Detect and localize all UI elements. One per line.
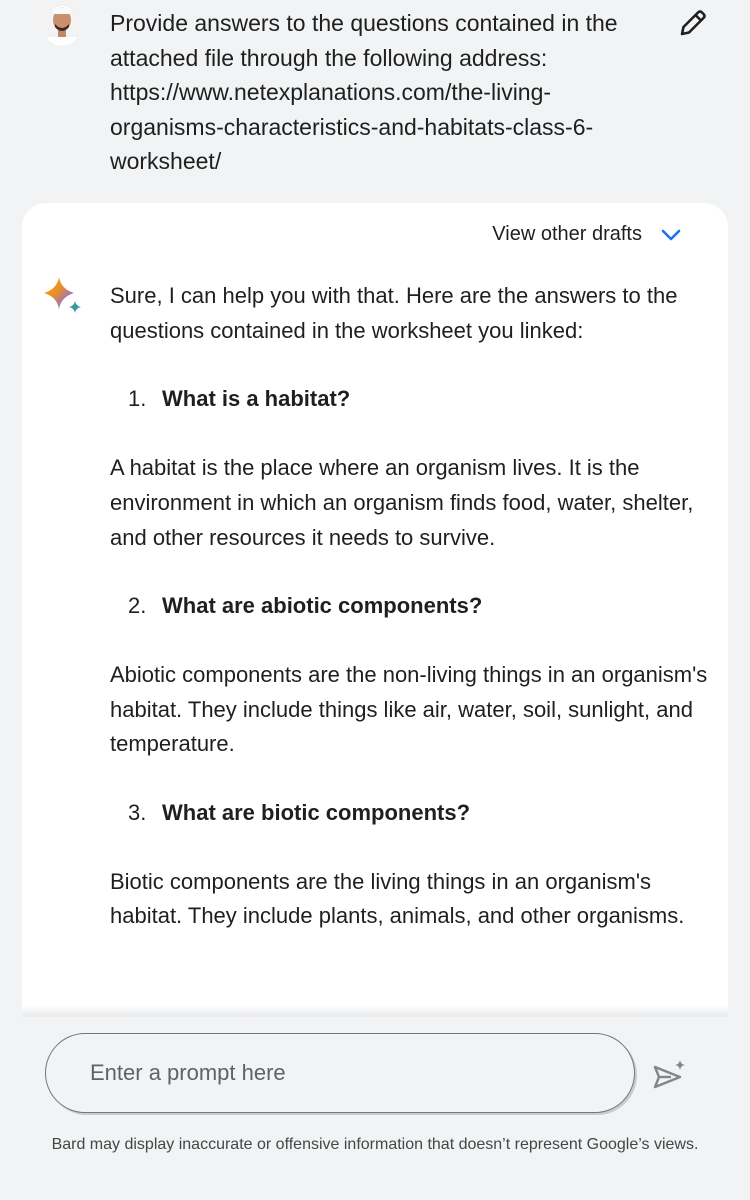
- question-text: What are abiotic components?: [162, 593, 483, 619]
- user-message-row: [0, 0, 750, 200]
- response-body: [110, 279, 710, 934]
- question-number: 2.: [128, 593, 147, 619]
- question-number: 3.: [128, 800, 147, 826]
- answer-text: Biotic components are the living things in an organism's habitat. They include plants, animals, and other organisms.: [110, 868, 685, 929]
- response-card: [22, 203, 728, 1015]
- question-item: [128, 796, 710, 831]
- question-number: 1.: [128, 386, 147, 412]
- question-item: [128, 382, 710, 417]
- view-other-drafts-button[interactable]: [492, 223, 682, 246]
- disclaimer-text: Bard may display inaccurate or offensive information that doesn’t represent Google’s views.: [51, 1136, 699, 1153]
- response-intro: Sure, I can help you with that. Here are the answers to the questions contained in the worksheet you linked:: [110, 283, 678, 343]
- pencil-icon[interactable]: [676, 6, 710, 40]
- question-text: What are biotic components?: [162, 800, 471, 826]
- chevron-down-icon: [660, 228, 682, 242]
- prompt-box[interactable]: [45, 1033, 635, 1113]
- question-text: What is a habitat?: [162, 386, 351, 412]
- answer-text: A habitat is the place where an organism lives. It is the environment in which an organism finds food, water, shelter, and other resources it needs to survive.: [110, 455, 694, 550]
- send-sparkle-icon[interactable]: [651, 1058, 687, 1094]
- drafts-label: View other drafts: [492, 223, 642, 245]
- prompt-input[interactable]: [90, 1054, 590, 1092]
- card-scroll-edge: [22, 1005, 728, 1017]
- avatar-photo-icon: [44, 0, 80, 46]
- user-avatar: [44, 0, 80, 46]
- user-prompt-text: Provide answers to the questions contained in the attached file through the following address: https://www.netexplanations.com/the-living-organisms-characteristics-and-habitats-class-6-worksheet/: [110, 10, 618, 174]
- question-item: [128, 589, 710, 624]
- bard-sparkle-icon: [42, 275, 88, 321]
- answer-text: Abiotic components are the non-living things in an organism's habitat. They include things like air, water, soil, sunlight, and temperature.: [110, 661, 708, 757]
